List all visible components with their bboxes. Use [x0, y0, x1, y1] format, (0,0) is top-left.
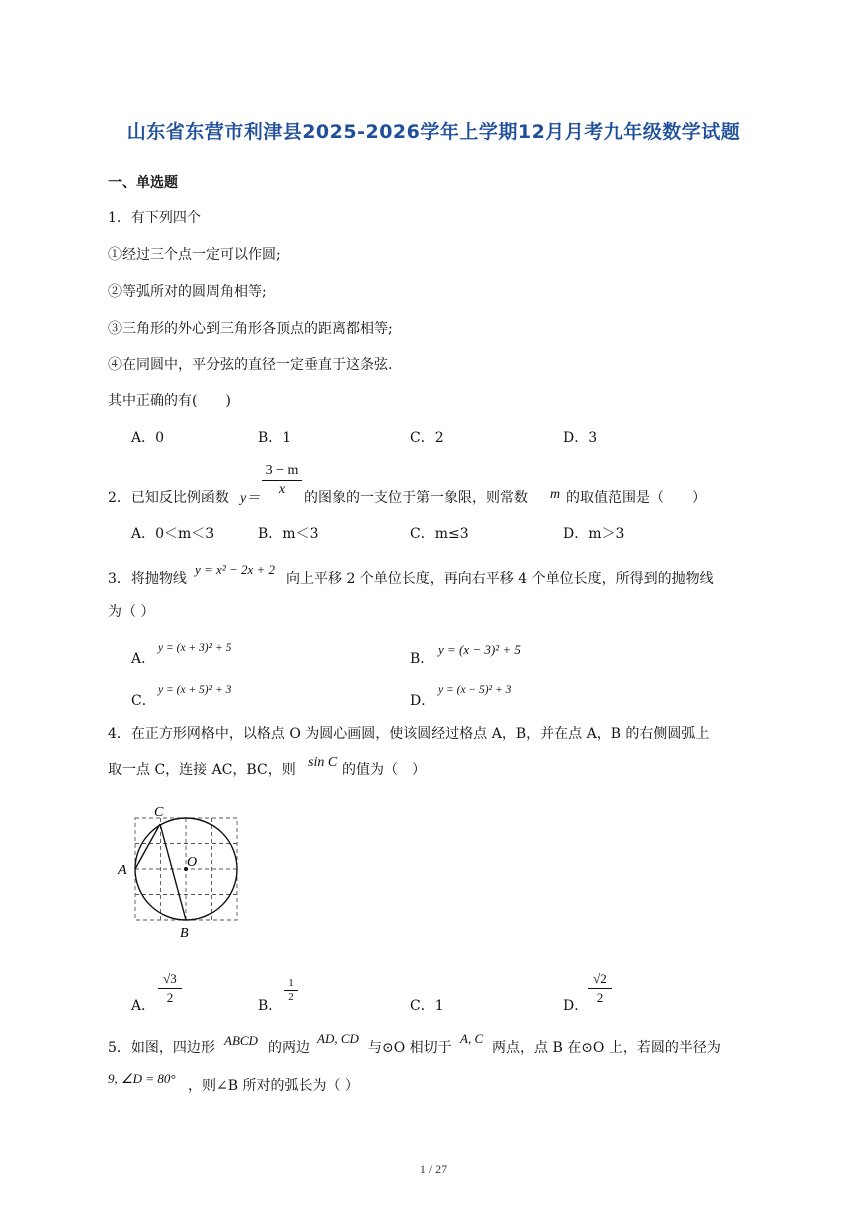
q1-statement-1: ①经过三个点一定可以作圆; [108, 247, 281, 263]
q3-option-d-label: D． [410, 693, 436, 709]
q1-stem: 1．有下列四个 [108, 210, 201, 226]
q2-fraction [262, 462, 302, 499]
q2-m: m [550, 487, 561, 502]
q4-option-b-denominator: 2 [288, 991, 294, 1003]
q3-option-a-label: A． [131, 651, 156, 667]
chord-bc [160, 824, 186, 920]
q3-parabola: y = x² − 2x + 2 [195, 562, 276, 577]
q2-suffix-b: 的取值范围是（ ） [566, 490, 706, 506]
q4-option-b-fraction [284, 977, 298, 1004]
q4-option-d-fraction [588, 970, 612, 1007]
q4-option-b-numerator: 1 [284, 977, 298, 991]
q3-option-a: y = (x + 3)² + 5 [158, 642, 232, 654]
q1-question: 其中正确的有( ) [108, 393, 231, 409]
page-title: 山东省东营市利津县2025-2026学年上学期12月月考九年级数学试题 [126, 121, 741, 143]
q4-figure [110, 800, 260, 945]
q4-option-a-denominator: 2 [166, 990, 174, 1005]
q1-statement-2: ②等弧所对的圆周角相等; [108, 284, 267, 300]
q1-option-d: D．3 [563, 430, 598, 446]
q3-prefix: 3．将抛物线 [108, 571, 187, 587]
q4-option-b-label: B． [258, 998, 283, 1014]
q5-abcd: ABCD [224, 1033, 258, 1048]
label-o: O [187, 855, 198, 870]
q2-option-d: D．m＞3 [563, 526, 625, 542]
chord-ac [135, 824, 160, 869]
q2-y-equals: y＝ [240, 491, 261, 506]
q4-option-a-numerator: √3 [158, 970, 182, 989]
q3-option-b: y = (x − 3)² + 5 [438, 642, 521, 657]
q4-sin-c: sin C [308, 755, 338, 770]
label-c: C [154, 805, 164, 820]
q3-option-c-label: C． [131, 693, 156, 709]
q3-line2: 为（ ） [108, 604, 155, 620]
q4-line2b: 的值为（ ） [342, 762, 426, 778]
q2-prefix: 2．已知反比例函数 [108, 490, 229, 506]
q5-line2b: ，则∠B 所对的弧长为（ ） [188, 1078, 359, 1094]
q3-suffix: 向上平移 2 个单位长度，再向右平移 4 个单位长度，所得到的抛物线 [286, 571, 714, 587]
q5-line1c: 与⊙O 相切于 [368, 1040, 452, 1056]
q4-line2a: 取一点 C，连接 AC，BC，则 [108, 762, 296, 778]
q5-adcd: AD, CD [317, 1031, 359, 1046]
q1-option-a: A．0 [131, 430, 165, 446]
q4-line1: 4．在正方形网格中，以格点 O 为圆心画圆，使该圆经过格点 A，B，并在点 A，B 的右侧圆弧上 [108, 726, 710, 742]
label-a: A [118, 863, 127, 878]
page-number: 1 / 27 [419, 1162, 448, 1176]
q2-option-b: B．m＜3 [258, 526, 319, 542]
q2-suffix-a: 的图象的一支位于第一象限，则常数 [304, 490, 528, 506]
q2-option-c: C．m≤3 [410, 526, 469, 542]
q1-statement-3: ③三角形的外心到三角形各顶点的距离都相等; [108, 321, 393, 337]
q3-option-d: y = (x − 5)² + 3 [438, 684, 512, 696]
q1-option-b: B．1 [258, 430, 292, 446]
q4-option-a-label: A． [131, 998, 156, 1014]
q1-option-c: C．2 [410, 430, 444, 446]
q1-statement-4: ④在同圆中，平分弦的直径一定垂直于这条弦. [108, 357, 393, 373]
q5-line1a: 5．如图，四边形 [108, 1040, 215, 1056]
q5-line2a: 9, ∠D = 80° [108, 1071, 176, 1086]
q4-option-d-label: D． [563, 998, 589, 1014]
q5-line1d: 两点，点 B 在⊙O 上，若圆的半径为 [492, 1040, 721, 1056]
q4-option-a-fraction [158, 970, 182, 1007]
label-b: B [180, 926, 189, 941]
q5-line1b: 的两边 [268, 1040, 310, 1056]
q4-option-d-denominator: 2 [596, 990, 604, 1005]
q4-option-c: C．1 [410, 998, 444, 1014]
q2-option-a: A．0＜m＜3 [131, 526, 215, 542]
q3-option-c: y = (x + 5)² + 3 [158, 684, 232, 696]
q2-fraction-numerator: 3 − m [262, 462, 302, 481]
q2-fraction-denominator: x [278, 482, 286, 497]
q5-ac: A, C [460, 1031, 484, 1046]
q3-option-b-label: B． [410, 651, 435, 667]
q4-option-d-numerator: √2 [588, 970, 612, 989]
section-heading: 一、单选题 [108, 175, 178, 191]
